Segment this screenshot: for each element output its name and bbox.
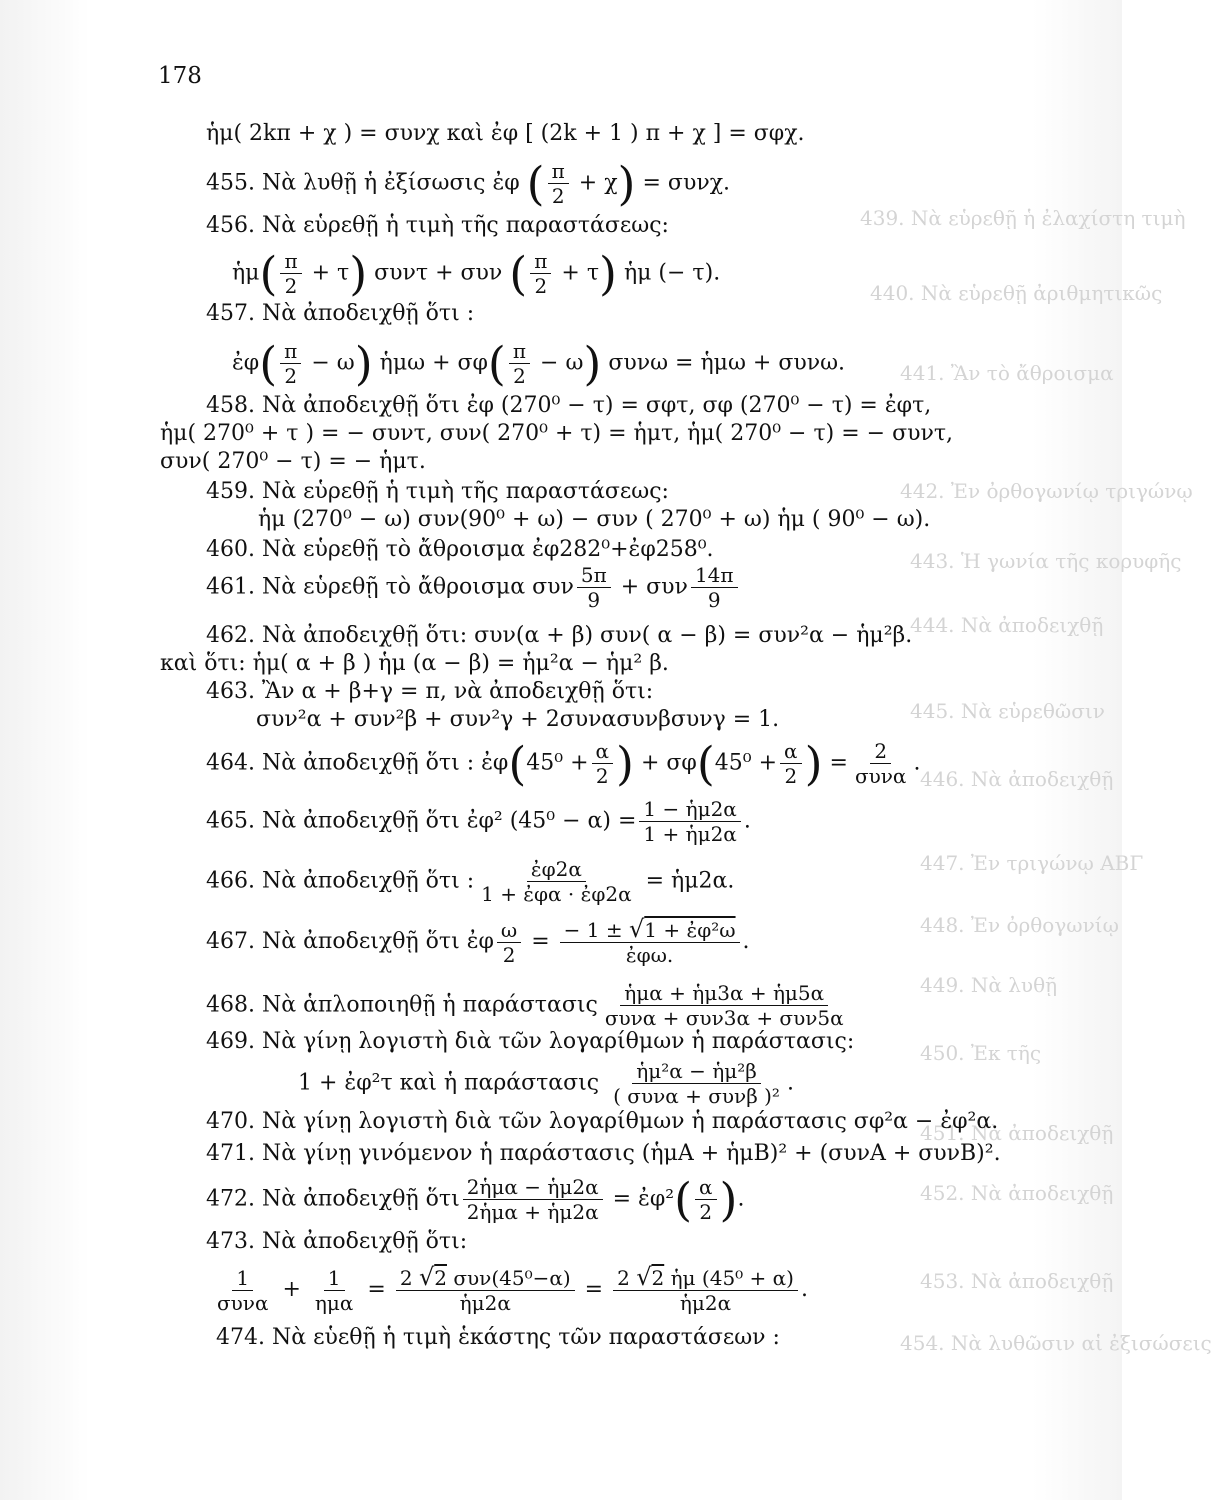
exercise-459: 459. Νὰ εὑρεθῇ ἡ τιμὴ τῆς παραστάσεως: xyxy=(206,479,669,504)
formula-text: 45⁰ + xyxy=(714,750,778,776)
exercise-458: 458. Νὰ ἀποδειχθῇ ὅτι ἐφ (270⁰ − τ) = σφτ, σφ (270⁰ − τ) = ἐφτ, xyxy=(206,393,932,418)
formula-text: 1 + ἐφ²τ καὶ ἡ παράστασις xyxy=(298,1070,600,1096)
paren-open: ( xyxy=(509,246,528,301)
paren-open: ( xyxy=(259,336,278,391)
formula-text: ἡμ xyxy=(232,260,260,286)
paren-open: ( xyxy=(487,336,506,391)
formula-text: + τ xyxy=(311,260,350,286)
numerator: π xyxy=(548,160,569,184)
sqrt-sign: √ xyxy=(418,1263,435,1291)
exercise-472: 472. Νὰ ἀποδειχθῇ ὅτι 2ἡμα − ἡμ2α 2ἡμα + ἡμ2α = ἐφ²( $\frac{\alpha}{2}$ ). xyxy=(206,1172,745,1227)
exercise-457-expression xyxy=(232,336,846,391)
numerator: ω xyxy=(497,919,521,943)
exercise-473-expression: 1 συνα + 1 ημα = 2 √2 συν(45⁰−α) ἡμ2α = $\frac{\text{2 √2 ἡμ (45⁰ + α)}}{\text{ἡμ2α}}$ . xyxy=(210,1266,808,1314)
numerator-text: ἡμ (45⁰ + α) xyxy=(670,1266,794,1290)
numerator: π xyxy=(509,340,530,364)
formula-text: ἡμ (− τ). xyxy=(623,260,721,286)
fraction xyxy=(463,1176,603,1223)
formula-text: = xyxy=(531,929,550,954)
page-number: 178 xyxy=(158,63,202,89)
numerator-text: 2 xyxy=(399,1266,413,1290)
radicand: 2 xyxy=(434,1266,447,1290)
paren-close: ) xyxy=(616,736,634,791)
ghost-line: 449. Νὰ λυθῇ xyxy=(920,973,1058,997)
paren-close: ) xyxy=(719,1172,738,1227)
denominator: 2 xyxy=(595,764,609,788)
exercise-text: 455. Νὰ λυθῇ ἡ ἐξίσωσις ἐφ xyxy=(206,170,520,196)
fraction xyxy=(851,740,910,787)
exercise-text: 466. Νὰ ἀποδειχθῇ ὅτι : xyxy=(206,868,475,894)
radicand: 1 + ἐφ²ω xyxy=(644,918,736,942)
numerator xyxy=(613,1263,798,1291)
paren-close: ) xyxy=(599,246,617,301)
formula-text: ἡμω + σφ xyxy=(379,350,488,376)
ghost-line: 441. Ἂν τὸ ἄθροισμα xyxy=(900,361,1114,385)
formula-line: ἡμ( 2kπ + χ ) = συνχ καὶ ἐφ [ (2k + 1 ) π + χ ] = σφχ. xyxy=(206,121,805,146)
exercise-468 xyxy=(206,982,851,1029)
fraction xyxy=(560,915,740,967)
exercise-463-expression: συν²α + συν²β + συν²γ + 2συνασυνβσυνγ = 1. xyxy=(256,707,780,732)
formula-text: = xyxy=(829,750,848,776)
fraction xyxy=(780,740,802,787)
exercise-458-line-3: συν( 270⁰ − τ) = − ἡμτ. xyxy=(160,449,426,474)
formula-text: − ω xyxy=(311,350,355,376)
paren-close: ) xyxy=(583,336,602,391)
denominator: 2 xyxy=(284,364,298,388)
fraction xyxy=(601,982,848,1029)
formula-text: + τ xyxy=(561,260,599,286)
exercise-text: 465. Νὰ ἀποδειχθῇ ὅτι ἐφ² (45⁰ − α) = xyxy=(206,808,637,834)
fraction xyxy=(497,919,521,966)
exercise-473: 473. Νὰ ἀποδειχθῇ ὅτι: xyxy=(206,1229,468,1254)
numerator: π xyxy=(280,340,301,364)
exercise-469: 469. Νὰ γίνῃ λογιστὴ διὰ τῶν λογαρίθμων ἡ παράστασις: xyxy=(206,1029,855,1054)
numerator: 2ἡμα − ἡμ2α xyxy=(463,1176,603,1200)
numerator: α xyxy=(695,1176,717,1200)
exercise-455 xyxy=(206,156,731,211)
ghost-line: 445. Νὰ εὑρεθῶσιν xyxy=(910,699,1105,723)
numerator: 1 − ἡμ2α xyxy=(639,798,740,822)
numerator: π xyxy=(280,250,301,274)
exercise-463: 463. Ἂν α + β+γ = π, νὰ ἀποδειχθῇ ὅτι: xyxy=(206,679,654,704)
sqrt-sign: √ xyxy=(636,1263,652,1291)
denominator: 2 xyxy=(502,942,516,967)
fraction xyxy=(530,250,551,297)
exercise-text: 467. Νὰ ἀποδειχθῇ ὅτι ἐφ xyxy=(206,929,494,954)
exercise-466 xyxy=(206,858,734,905)
formula-text: + σφ xyxy=(640,750,697,776)
ghost-line: 448. Ἐν ὀρθογωνίῳ xyxy=(920,913,1119,937)
formula-text: = συνχ. xyxy=(642,170,731,196)
exercise-460: 460. Νὰ εὑρεθῇ τὸ ἄθροισμα ἐφ282⁰+ἐφ258⁰. xyxy=(206,537,714,562)
numerator: π xyxy=(530,250,551,274)
exercise-462: 462. Νὰ ἀποδειχθῇ ὅτι: συν(α + β) συν( α − β) = συν²α − ἡμ²β. xyxy=(206,623,913,648)
numerator-text: συν(45⁰−α) xyxy=(453,1266,571,1290)
paren-open: ( xyxy=(508,736,527,791)
exercise-457: 457. Νὰ ἀποδειχθῇ ὅτι : xyxy=(206,301,475,326)
denominator: ἡμ2α xyxy=(679,1291,732,1315)
fraction xyxy=(311,1267,358,1314)
numerator-text: − 1 ± xyxy=(563,918,623,942)
numerator: 2 xyxy=(870,740,891,764)
denominator: 1 + ἐφα · ἐφ2α xyxy=(481,882,632,906)
formula-text: = xyxy=(367,1277,386,1302)
exercise-458-line-2: ἡμ( 270⁰ + τ ) = − συντ, συν( 270⁰ + τ) = ἡμτ, ἡμ( 270⁰ − τ) = − συντ, xyxy=(160,421,953,446)
denominator: 1 + ἡμ2α xyxy=(643,822,737,846)
numerator: ἡμα + ἡμ3α + ἡμ5α xyxy=(620,982,828,1006)
denominator: ( συνα + συνβ )² xyxy=(613,1084,780,1108)
fraction xyxy=(691,564,738,611)
numerator xyxy=(396,1263,575,1291)
fraction xyxy=(280,340,301,387)
exercise-461 xyxy=(206,564,741,611)
exercise-text: 472. Νὰ ἀποδειχθῇ ὅτι xyxy=(206,1186,460,1212)
numerator: α xyxy=(780,740,802,764)
fraction xyxy=(639,798,740,845)
denominator: 9 xyxy=(707,588,721,612)
exercise-text: 461. Νὰ εὑρεθῇ τὸ ἄθροισμα συν xyxy=(206,574,574,600)
fraction xyxy=(396,1263,575,1315)
paren-open: ( xyxy=(526,156,545,211)
fraction xyxy=(548,160,569,207)
fraction xyxy=(509,340,530,387)
formula-text: ἐφ xyxy=(232,350,260,376)
sqrt-sign: √ xyxy=(628,915,645,943)
exercise-462-line-2: καὶ ὅτι: ἡμ( α + β ) ἡμ (α − β) = ἡμ²α − ἡμ² β. xyxy=(160,651,669,676)
denominator: ἡμ2α xyxy=(459,1291,511,1315)
ghost-line: 454. Νὰ λυθῶσιν αἱ ἐξισώσεις xyxy=(900,1331,1212,1355)
ghost-line: 446. Νὰ ἀποδειχθῇ xyxy=(920,767,1114,791)
paren-open: ( xyxy=(259,246,278,301)
exercise-474: 474. Νὰ εὑεθῇ ἡ τιμὴ ἑκάστης τῶν παραστάσεων : xyxy=(216,1325,780,1350)
denominator: 2 xyxy=(534,274,548,298)
radicand: 2 xyxy=(651,1266,665,1290)
exercise-464: 464. Νὰ ἀποδειχθῇ ὅτι : ἐφ(45⁰ + $\frac{\alpha}{2}$ ) + σφ(45⁰ + $\frac{\alpha}{2}$ ) = 2 συνα . xyxy=(206,736,921,791)
denominator: 2 xyxy=(513,364,526,388)
denominator: 9 xyxy=(587,588,601,612)
denominator: 2ἡμα + ἡμ2α xyxy=(466,1200,599,1224)
formula-text: + χ xyxy=(578,170,618,196)
denominator: 2 xyxy=(699,1200,713,1224)
formula-text: = ἐφ² xyxy=(612,1186,675,1212)
denominator: 2 xyxy=(284,274,298,298)
formula-text: − ω xyxy=(540,350,584,376)
formula-text: + xyxy=(282,1277,301,1302)
ghost-line: 452. Νὰ ἀποδειχθῇ xyxy=(920,1181,1114,1205)
fraction xyxy=(213,1267,272,1314)
numerator: 1 xyxy=(324,1267,345,1291)
numerator: ἐφ2α xyxy=(527,858,586,882)
numerator: 1 xyxy=(232,1267,253,1291)
fraction xyxy=(592,740,614,787)
ghost-line: 444. Νὰ ἀποδειχθῇ xyxy=(910,613,1104,637)
fraction xyxy=(477,858,635,905)
formula-text: + συν xyxy=(620,574,688,600)
ghost-line: 450. Ἐκ τῆς xyxy=(920,1041,1042,1065)
denominator: 2 xyxy=(551,184,565,208)
numerator: 14π xyxy=(691,564,738,588)
exercise-text: 464. Νὰ ἀποδειχθῇ ὅτι : ἐφ xyxy=(206,750,509,776)
fraction xyxy=(695,1176,717,1223)
ghost-line: 443. Ἡ γωνία τῆς κορυφῆς xyxy=(910,549,1182,573)
ghost-line: 439. Νὰ εὑρεθῇ ἡ ἐλαχίστη τιμὴ xyxy=(860,206,1186,230)
exercise-469-expression: 1 + ἐφ²τ καὶ ἡ παράστασις ἡμ²α − ἡμ²β ( συνα + συνβ )² . xyxy=(298,1059,794,1108)
denominator: ἐφω. xyxy=(625,943,674,967)
fraction xyxy=(613,1263,798,1315)
exercise-456-expression xyxy=(232,246,721,301)
numerator-text: 2 xyxy=(617,1266,630,1290)
ghost-line: 442. Ἐν ὀρθογωνίῳ τριγώνῳ xyxy=(900,479,1193,503)
exercise-459-expression: ἡμ (270⁰ − ω) συν(90⁰ + ω) − συν ( 270⁰ + ω) ἡμ ( 90⁰ − ω). xyxy=(258,507,931,532)
paren-close: ) xyxy=(617,156,636,211)
exercise-text: 468. Νὰ ἁπλοποιηθῇ ἡ παράστασις xyxy=(206,992,598,1018)
exercise-456: 456. Νὰ εὑρεθῇ ἡ τιμὴ τῆς παραστάσεως: xyxy=(206,213,669,238)
numerator: 5π xyxy=(577,564,611,588)
denominator: ημα xyxy=(314,1290,354,1315)
exercise-467: 467. Νὰ ἀποδειχθῇ ὅτι ἐφ $\frac{\omega}{2}$ = − 1 ± √1 + ἐφ²ω ἐφω. . xyxy=(206,915,750,967)
denominator: συνα xyxy=(217,1290,269,1315)
formula-text: 45⁰ + xyxy=(526,750,589,776)
numerator: ἡμ²α − ἡμ²β xyxy=(632,1060,761,1084)
exercise-471: 471. Νὰ γίνῃ γινόμενον ἡ παράστασις (ἡμΑ + ἡμΒ)² + (συνΑ + συνΒ)². xyxy=(206,1141,1001,1166)
numerator: α xyxy=(592,740,614,764)
formula-text: = ἡμ2α. xyxy=(645,868,735,894)
formula-text: συνω = ἡμω + συνω. xyxy=(608,350,846,376)
ghost-line: 447. Ἐν τριγώνῳ ΑΒΓ xyxy=(920,851,1144,875)
exercise-465: 465. Νὰ ἀποδειχθῇ ὅτι ἐφ² (45⁰ − α) = $\frac{\text{1 − ἡμ2α}}{\text{1 + ἡμ2α}}$ . xyxy=(206,797,751,846)
fraction xyxy=(577,564,611,611)
paren-close: ) xyxy=(804,736,823,791)
denominator: συνα + συν3α + συν5α xyxy=(604,1006,844,1030)
formula-text: = xyxy=(584,1277,604,1302)
fraction xyxy=(280,250,301,297)
ghost-line: 440. Νὰ εὑρεθῇ ἀριθμητικῶς xyxy=(870,281,1163,305)
paren-open: ( xyxy=(674,1172,693,1227)
ghost-line: 453. Νὰ ἀποδειχθῇ xyxy=(920,1269,1114,1293)
numerator xyxy=(560,915,740,943)
ghost-line: 451. Νὰ ἀποδειχθῇ xyxy=(920,1121,1114,1145)
denominator: 2 xyxy=(784,764,798,788)
paren-close: ) xyxy=(354,336,373,391)
paren-open: ( xyxy=(696,736,715,791)
exercise-470: 470. Νὰ γίνῃ λογιστὴ διὰ τῶν λογαρίθμων ἡ παράστασις σφ²α − ἐφ²α. xyxy=(206,1109,999,1134)
fraction xyxy=(609,1060,784,1107)
formula-text: συντ + συν xyxy=(374,260,503,286)
paren-close: ) xyxy=(349,246,368,301)
denominator: συνα xyxy=(854,764,907,788)
